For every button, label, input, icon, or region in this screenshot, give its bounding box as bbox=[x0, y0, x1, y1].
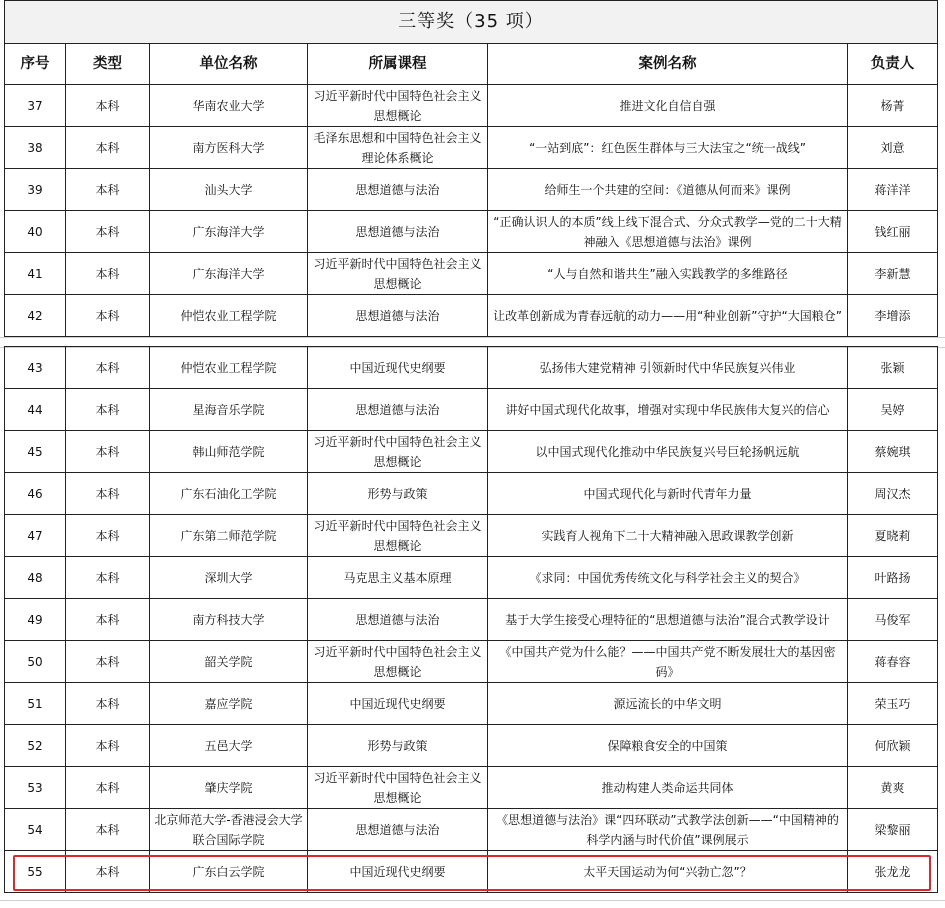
table-row bbox=[5, 127, 938, 169]
cell-unit: 肇庆学院 bbox=[150, 767, 308, 809]
cell-no: 40 bbox=[5, 211, 66, 253]
cell-course: 习近平新时代中国特色社会主义思想概论 bbox=[308, 767, 488, 809]
cell-case: 基于大学生接受心理特征的“思想道德与法治”混合式教学设计 bbox=[488, 599, 848, 641]
cell-lead: 梁黎丽 bbox=[848, 809, 938, 851]
cell-type: 本科 bbox=[66, 169, 150, 211]
header-case: 案例名称 bbox=[488, 44, 848, 85]
cell-type: 本科 bbox=[66, 473, 150, 515]
cell-no: 46 bbox=[5, 473, 66, 515]
header-no: 序号 bbox=[5, 44, 66, 85]
cell-no: 44 bbox=[5, 389, 66, 431]
cell-unit: 广东石油化工学院 bbox=[150, 473, 308, 515]
cell-lead: 周汉杰 bbox=[848, 473, 938, 515]
cell-case: “正确认识人的本质”线上线下混合式、分众式教学—党的二十大精神融入《思想道德与法治》课例 bbox=[488, 211, 848, 253]
cell-course: 习近平新时代中国特色社会主义思想概论 bbox=[308, 641, 488, 683]
cell-lead: 蔡婉琪 bbox=[848, 431, 938, 473]
cell-type: 本科 bbox=[66, 557, 150, 599]
cell-no: 43 bbox=[5, 347, 66, 389]
cell-type: 本科 bbox=[66, 515, 150, 557]
cell-course: 思想道德与法治 bbox=[308, 211, 488, 253]
table-row bbox=[5, 851, 938, 893]
cell-case: 太平天国运动为何“兴勃亡忽”？ bbox=[488, 851, 848, 893]
table-row bbox=[5, 767, 938, 809]
table-title: 三等奖（35 项） bbox=[5, 1, 938, 44]
cell-type: 本科 bbox=[66, 725, 150, 767]
cell-lead: 李增添 bbox=[848, 295, 938, 337]
cell-type: 本科 bbox=[66, 211, 150, 253]
cell-no: 54 bbox=[5, 809, 66, 851]
cell-unit: 星海音乐学院 bbox=[150, 389, 308, 431]
table-row bbox=[5, 431, 938, 473]
cell-lead: 何欣颖 bbox=[848, 725, 938, 767]
cell-case: “一站到底”：红色医生群体与三大法宝之“统一战线” bbox=[488, 127, 848, 169]
cell-unit: 五邑大学 bbox=[150, 725, 308, 767]
cell-no: 55 bbox=[5, 851, 66, 893]
header-row bbox=[5, 44, 938, 85]
page-bottom-edge bbox=[0, 900, 945, 901]
cell-case: 讲好中国式现代化故事，增强对实现中华民族伟大复兴的信心 bbox=[488, 389, 848, 431]
cell-type: 本科 bbox=[66, 347, 150, 389]
cell-type: 本科 bbox=[66, 851, 150, 893]
cell-case: 《中国共产党为什么能？——中国共产党不断发展壮大的基因密码》 bbox=[488, 641, 848, 683]
table-row bbox=[5, 253, 938, 295]
cell-course: 形势与政策 bbox=[308, 725, 488, 767]
cell-lead: 刘意 bbox=[848, 127, 938, 169]
cell-course: 习近平新时代中国特色社会主义思想概论 bbox=[308, 515, 488, 557]
cell-course: 思想道德与法治 bbox=[308, 295, 488, 337]
cell-lead: 蒋春容 bbox=[848, 641, 938, 683]
cell-no: 49 bbox=[5, 599, 66, 641]
cell-type: 本科 bbox=[66, 389, 150, 431]
cell-course: 中国近现代史纲要 bbox=[308, 851, 488, 893]
cell-no: 45 bbox=[5, 431, 66, 473]
cell-unit: 韩山师范学院 bbox=[150, 431, 308, 473]
cell-no: 48 bbox=[5, 557, 66, 599]
cell-lead: 叶路扬 bbox=[848, 557, 938, 599]
table-row bbox=[5, 295, 938, 337]
cell-type: 本科 bbox=[66, 295, 150, 337]
cell-type: 本科 bbox=[66, 683, 150, 725]
cell-type: 本科 bbox=[66, 85, 150, 127]
cell-type: 本科 bbox=[66, 253, 150, 295]
cell-course: 思想道德与法治 bbox=[308, 169, 488, 211]
header-lead: 负责人 bbox=[848, 44, 938, 85]
cell-no: 39 bbox=[5, 169, 66, 211]
cell-no: 41 bbox=[5, 253, 66, 295]
cell-lead: 钱红丽 bbox=[848, 211, 938, 253]
cell-unit: 广东海洋大学 bbox=[150, 253, 308, 295]
cell-no: 42 bbox=[5, 295, 66, 337]
cell-course: 习近平新时代中国特色社会主义思想概论 bbox=[308, 431, 488, 473]
cell-lead: 李新慧 bbox=[848, 253, 938, 295]
table-row bbox=[5, 85, 938, 127]
cell-course: 毛泽东思想和中国特色社会主义理论体系概论 bbox=[308, 127, 488, 169]
cell-no: 38 bbox=[5, 127, 66, 169]
cell-type: 本科 bbox=[66, 641, 150, 683]
header-type: 类型 bbox=[66, 44, 150, 85]
table-row bbox=[5, 557, 938, 599]
cell-course: 中国近现代史纲要 bbox=[308, 347, 488, 389]
table-row bbox=[5, 683, 938, 725]
cell-no: 53 bbox=[5, 767, 66, 809]
table-row bbox=[5, 725, 938, 767]
cell-lead: 黄爽 bbox=[848, 767, 938, 809]
cell-course: 中国近现代史纲要 bbox=[308, 683, 488, 725]
cell-lead: 吴婷 bbox=[848, 389, 938, 431]
cell-no: 51 bbox=[5, 683, 66, 725]
table-row bbox=[5, 389, 938, 431]
cell-case: 让改革创新成为青春远航的动力——用“种业创新”守护“大国粮仓” bbox=[488, 295, 848, 337]
cell-unit: 广东第二师范学院 bbox=[150, 515, 308, 557]
cell-type: 本科 bbox=[66, 431, 150, 473]
cell-case: 《思想道德与法治》课“四环联动”式教学法创新——“中国精神的科学内涵与时代价值”课例展示 bbox=[488, 809, 848, 851]
cell-unit: 仲恺农业工程学院 bbox=[150, 295, 308, 337]
table-row bbox=[5, 211, 938, 253]
cell-case: 推进文化自信自强 bbox=[488, 85, 848, 127]
cell-unit: 仲恺农业工程学院 bbox=[150, 347, 308, 389]
cell-lead: 夏晓莉 bbox=[848, 515, 938, 557]
cell-unit: 北京师范大学-香港浸会大学联合国际学院 bbox=[150, 809, 308, 851]
cell-unit: 广东白云学院 bbox=[150, 851, 308, 893]
cell-case: 弘扬伟大建党精神 引领新时代中华民族复兴伟业 bbox=[488, 347, 848, 389]
cell-type: 本科 bbox=[66, 809, 150, 851]
cell-case: 以中国式现代化推动中华民族复兴号巨轮扬帆远航 bbox=[488, 431, 848, 473]
table-row bbox=[5, 169, 938, 211]
cell-type: 本科 bbox=[66, 767, 150, 809]
cell-course: 思想道德与法治 bbox=[308, 389, 488, 431]
cell-case: 实践育人视角下二十大精神融入思政课教学创新 bbox=[488, 515, 848, 557]
cell-lead: 蒋洋洋 bbox=[848, 169, 938, 211]
cell-type: 本科 bbox=[66, 127, 150, 169]
award-table-part1 bbox=[4, 0, 938, 337]
cell-unit: 广东海洋大学 bbox=[150, 211, 308, 253]
cell-no: 47 bbox=[5, 515, 66, 557]
cell-course: 马克思主义基本原理 bbox=[308, 557, 488, 599]
table-row bbox=[5, 473, 938, 515]
header-unit: 单位名称 bbox=[150, 44, 308, 85]
cell-course: 思想道德与法治 bbox=[308, 599, 488, 641]
cell-course: 思想道德与法治 bbox=[308, 809, 488, 851]
cell-case: 推动构建人类命运共同体 bbox=[488, 767, 848, 809]
cell-lead: 荣玉巧 bbox=[848, 683, 938, 725]
cell-case: 中国式现代化与新时代青年力量 bbox=[488, 473, 848, 515]
table-row bbox=[5, 809, 938, 851]
cell-lead: 张颖 bbox=[848, 347, 938, 389]
table-row bbox=[5, 515, 938, 557]
cell-type: 本科 bbox=[66, 599, 150, 641]
cell-case: 源远流长的中华文明 bbox=[488, 683, 848, 725]
cell-lead: 张龙龙 bbox=[848, 851, 938, 893]
cell-no: 37 bbox=[5, 85, 66, 127]
cell-unit: 南方科技大学 bbox=[150, 599, 308, 641]
cell-case: 给师生一个共建的空间：《道德从何而来》课例 bbox=[488, 169, 848, 211]
header-course: 所属课程 bbox=[308, 44, 488, 85]
cell-unit: 汕头大学 bbox=[150, 169, 308, 211]
cell-unit: 华南农业大学 bbox=[150, 85, 308, 127]
cell-case: 保障粮食安全的中国策 bbox=[488, 725, 848, 767]
award-table-part2 bbox=[4, 346, 938, 893]
cell-unit: 韶关学院 bbox=[150, 641, 308, 683]
cell-lead: 马俊军 bbox=[848, 599, 938, 641]
cell-no: 52 bbox=[5, 725, 66, 767]
table-row bbox=[5, 641, 938, 683]
cell-case: “人与自然和谐共生”融入实践教学的多维路径 bbox=[488, 253, 848, 295]
cell-lead: 杨菁 bbox=[848, 85, 938, 127]
cell-no: 50 bbox=[5, 641, 66, 683]
cell-unit: 深圳大学 bbox=[150, 557, 308, 599]
cell-unit: 南方医科大学 bbox=[150, 127, 308, 169]
cell-course: 习近平新时代中国特色社会主义思想概论 bbox=[308, 253, 488, 295]
cell-course: 习近平新时代中国特色社会主义思想概论 bbox=[308, 85, 488, 127]
cell-course: 形势与政策 bbox=[308, 473, 488, 515]
cell-unit: 嘉应学院 bbox=[150, 683, 308, 725]
table-row bbox=[5, 347, 938, 389]
table-row bbox=[5, 599, 938, 641]
cell-case: 《求同：中国优秀传统文化与科学社会主义的契合》 bbox=[488, 557, 848, 599]
